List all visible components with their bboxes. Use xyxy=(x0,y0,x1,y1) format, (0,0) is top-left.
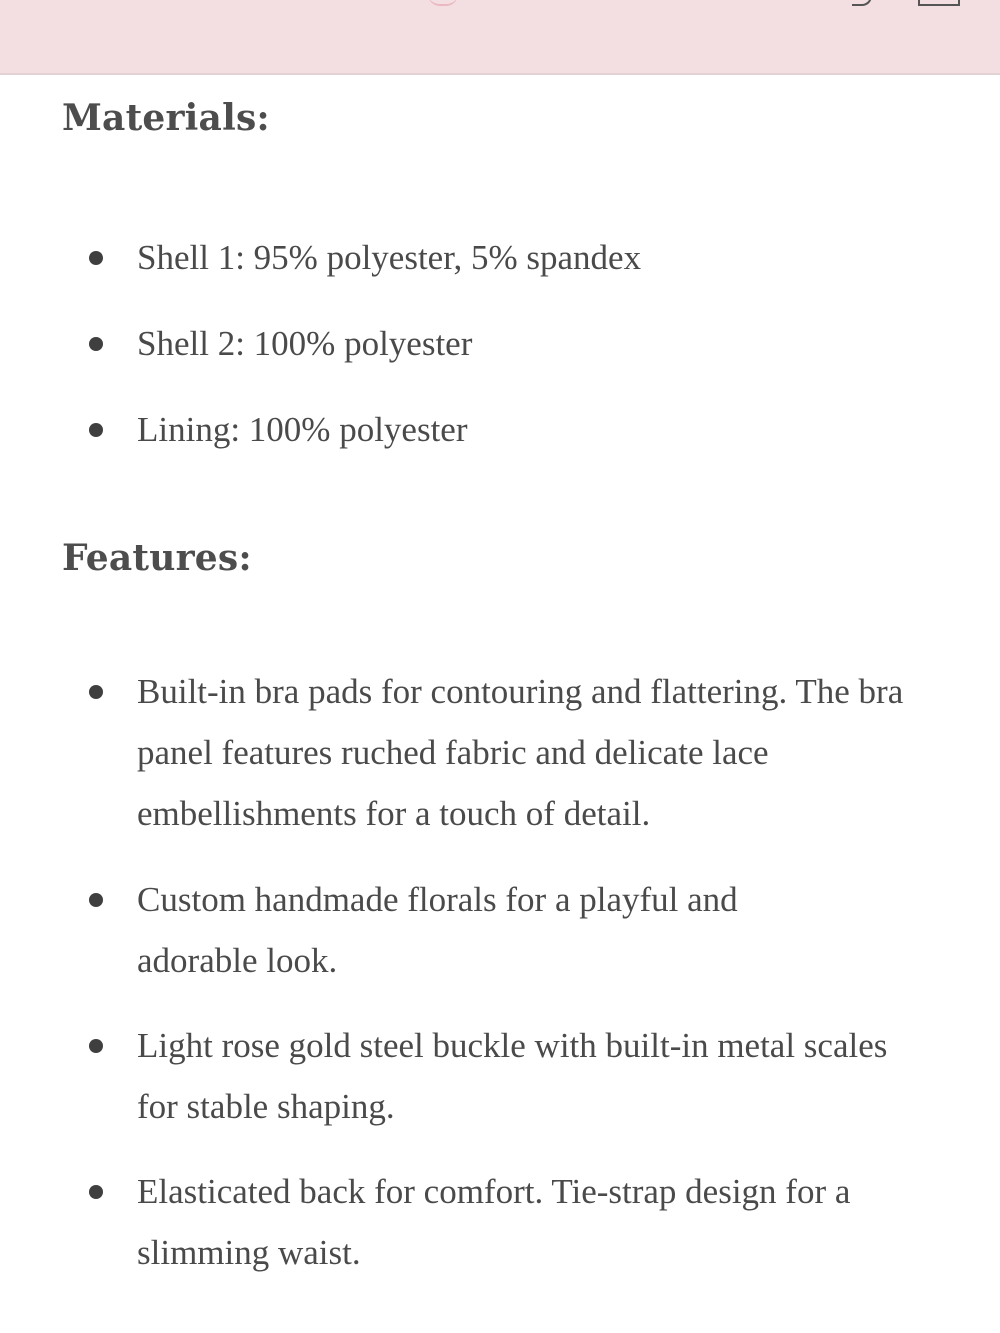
list-item-text: Shell 2: 100% polyester xyxy=(137,324,473,363)
bullet-icon xyxy=(89,893,103,907)
search-icon[interactable] xyxy=(852,0,872,6)
bullet-icon xyxy=(89,251,103,265)
bullet-icon xyxy=(89,337,103,351)
bullet-icon xyxy=(89,685,103,699)
list-item-text: Elasticated back for comfort. Tie-strap design for a slimming waist. xyxy=(137,1172,851,1272)
cart-icon[interactable] xyxy=(918,0,960,6)
bullet-icon xyxy=(89,1185,103,1199)
list-item-text: Custom handmade florals for a playful and adorable look. xyxy=(137,880,738,980)
materials-heading: Materials: xyxy=(62,97,270,139)
logo-icon[interactable] xyxy=(428,0,458,6)
features-heading: Features: xyxy=(62,537,252,579)
list-item-text: Built-in bra pads for contouring and flattering. The bra panel features ruched fabric and delicate lace embellishments for a touch of detail. xyxy=(137,672,904,833)
list-item-text: Light rose gold steel buckle with built-in metal scales for stable shaping. xyxy=(137,1026,888,1126)
top-header-bar xyxy=(0,0,1000,75)
bullet-icon xyxy=(89,1039,103,1053)
list-item-text: Shell 1: 95% polyester, 5% spandex xyxy=(137,238,642,277)
bullet-icon xyxy=(89,423,103,437)
list-item-text: Lining: 100% polyester xyxy=(137,410,468,449)
